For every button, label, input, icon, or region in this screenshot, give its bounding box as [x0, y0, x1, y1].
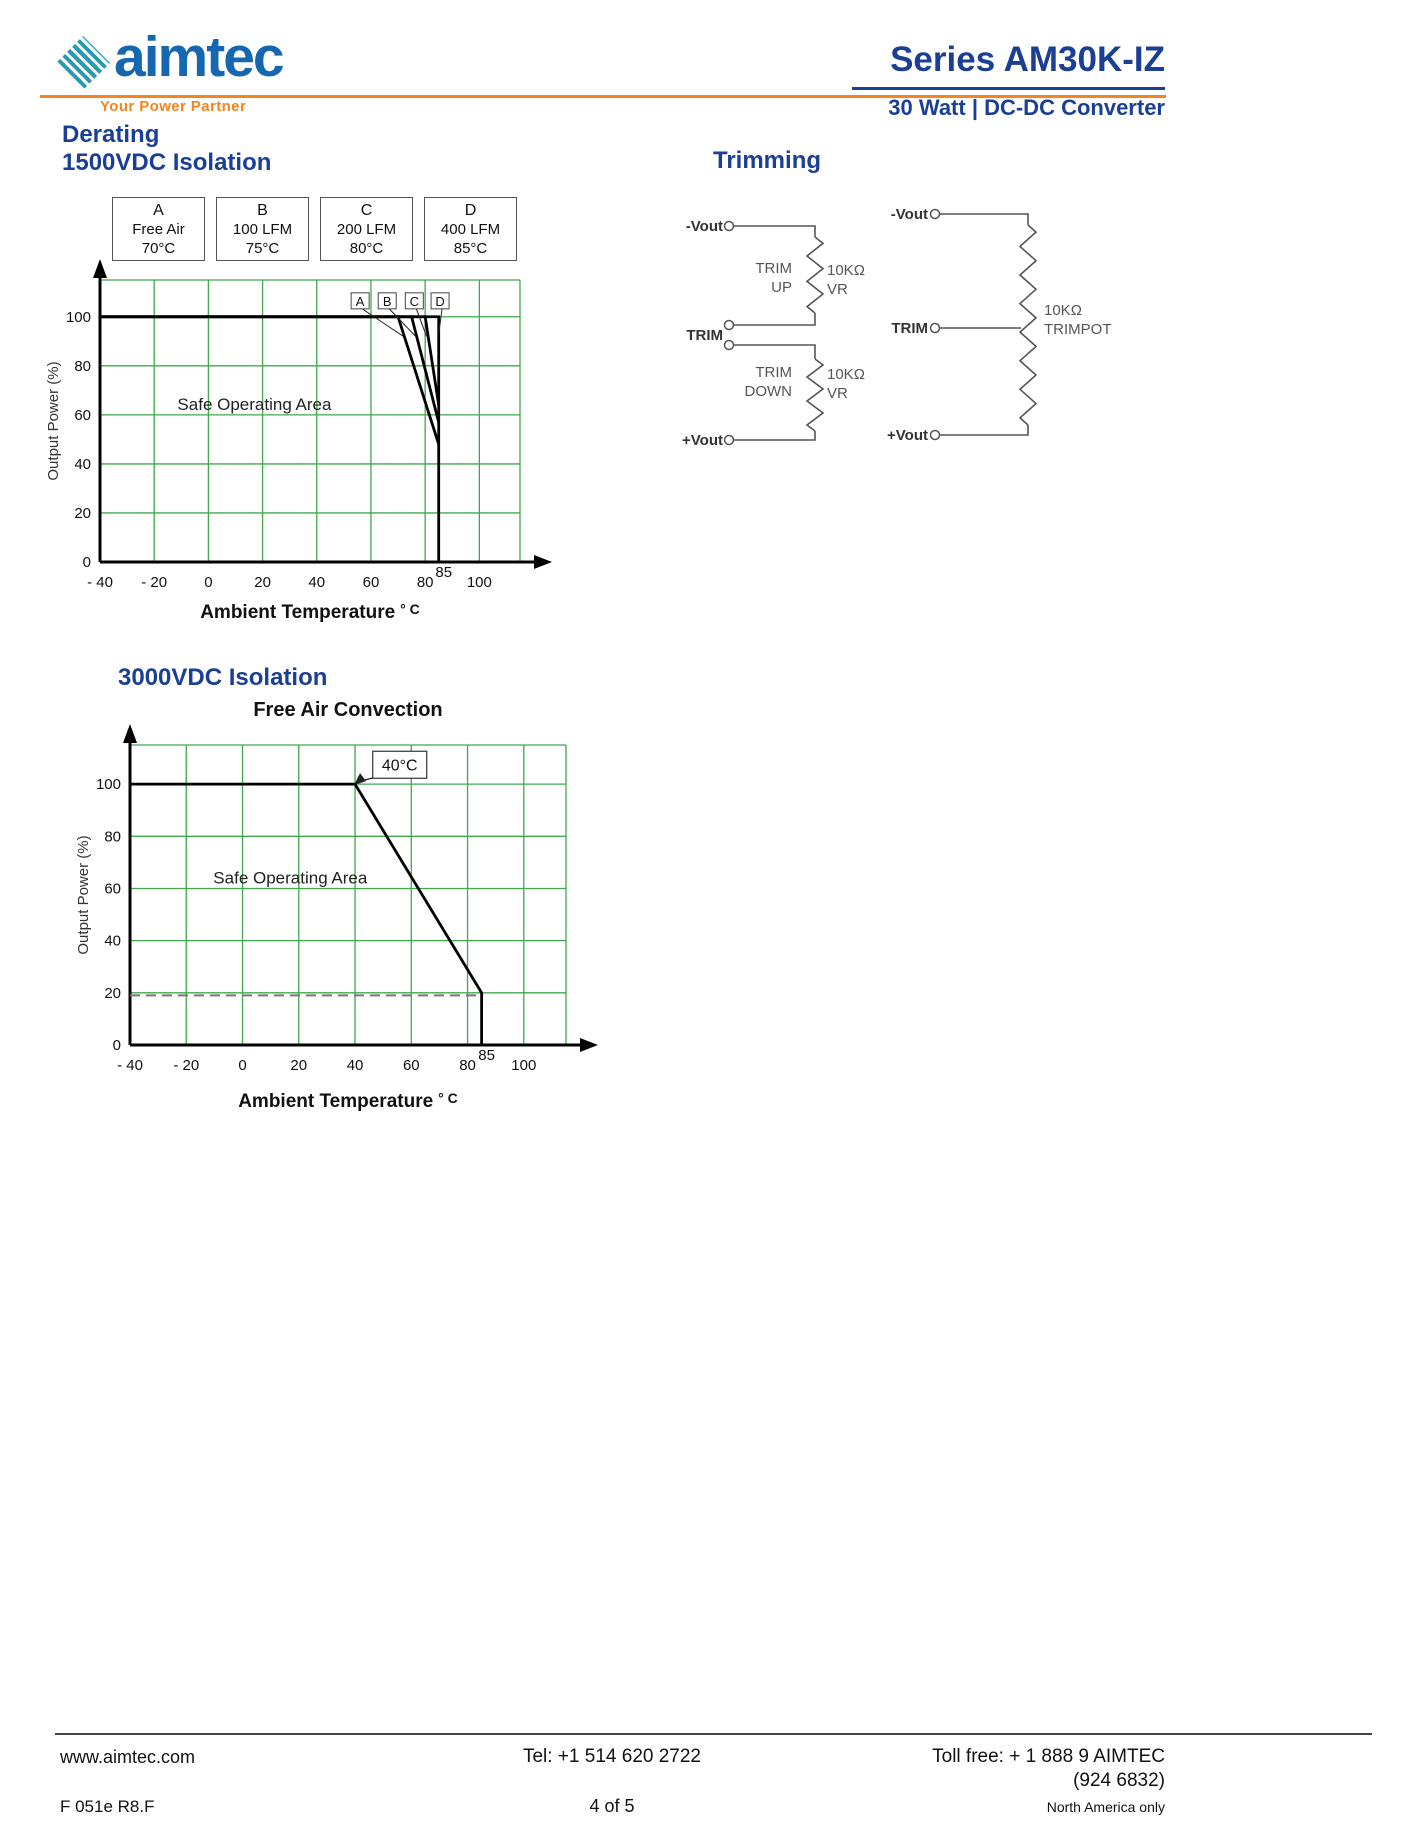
- svg-text:+Vout: +Vout: [887, 427, 928, 444]
- svg-text:80: 80: [416, 574, 434, 591]
- x-axis-label: Ambient Temperature: [200, 602, 396, 623]
- svg-text:40: 40: [308, 574, 326, 591]
- svg-text:20: 20: [74, 504, 91, 522]
- svg-text:DOWN: DOWN: [744, 383, 792, 400]
- legend-temp: 75°C: [245, 240, 280, 257]
- x-axis-unit: ° C: [400, 601, 420, 617]
- legend-temp: 80°C: [349, 240, 384, 257]
- svg-text:TRIM: TRIM: [755, 260, 792, 277]
- legend-temp: 70°C: [141, 240, 176, 257]
- svg-text:C: C: [409, 293, 420, 309]
- footer-doc-number: F 051e R8.F: [60, 1797, 155, 1816]
- trimming-diagrams: [660, 195, 1180, 470]
- legend-key: C: [360, 202, 373, 219]
- aimtec-logo-text: aimtec: [114, 25, 283, 89]
- svg-text:20: 20: [290, 1057, 308, 1074]
- x-axis-label: Ambient Temperature: [238, 1091, 434, 1112]
- svg-text:80: 80: [104, 828, 121, 846]
- svg-text:-Vout: -Vout: [890, 206, 928, 223]
- svg-text:40: 40: [346, 1057, 364, 1074]
- header-blue-rule: [852, 87, 1165, 90]
- header-subtitle: 30 Watt | DC-DC Converter: [888, 95, 1165, 120]
- x-axis-unit: ° C: [438, 1090, 458, 1106]
- svg-text:UP: UP: [771, 279, 792, 296]
- svg-text:- 40: - 40: [117, 1057, 143, 1074]
- svg-text:40°C: 40°C: [381, 757, 418, 775]
- svg-text:60: 60: [104, 880, 121, 898]
- svg-text:60: 60: [402, 1057, 420, 1074]
- svg-text:100: 100: [95, 776, 121, 794]
- svg-text:60: 60: [362, 574, 380, 591]
- svg-text:A: A: [355, 293, 365, 309]
- svg-text:20: 20: [104, 984, 121, 1002]
- iso3000-heading: 3000VDC Isolation: [118, 664, 328, 691]
- svg-text:+Vout: +Vout: [682, 432, 723, 449]
- svg-text:40: 40: [104, 932, 121, 950]
- svg-text:40: 40: [74, 455, 91, 473]
- svg-text:TRIMPOT: TRIMPOT: [1044, 321, 1112, 338]
- svg-text:VR: VR: [827, 281, 848, 298]
- derating-heading: Derating: [62, 121, 160, 148]
- chart2-title: Free Air Convection: [253, 699, 443, 721]
- legend-key: D: [464, 202, 477, 219]
- series-title: Series AM30K-IZ: [890, 40, 1165, 79]
- svg-text:100: 100: [511, 1057, 537, 1074]
- svg-text:TRIM: TRIM: [891, 320, 928, 337]
- svg-text:-Vout: -Vout: [685, 218, 723, 235]
- svg-text:100: 100: [466, 574, 492, 591]
- svg-text:VR: VR: [827, 385, 848, 402]
- svg-text:10KΩ: 10KΩ: [827, 262, 865, 279]
- svg-text:80: 80: [74, 357, 91, 375]
- svg-text:- 20: - 20: [173, 1057, 200, 1074]
- footer-page-number: 4 of 5: [589, 1796, 635, 1816]
- svg-text:85: 85: [435, 564, 453, 581]
- svg-text:Safe Operating Area: Safe Operating Area: [177, 394, 332, 414]
- chart1-x-axis-title: [140, 601, 480, 624]
- footer-tollfree: Toll free: + 1 888 9 AIMTEC: [932, 1746, 1165, 1767]
- legend-airflow: 400 LFM: [440, 221, 501, 238]
- svg-text:100: 100: [65, 308, 91, 326]
- legend-temp: 85°C: [453, 240, 488, 257]
- svg-text:10KΩ: 10KΩ: [827, 366, 865, 383]
- svg-text:D: D: [435, 293, 445, 309]
- footer-region-note: North America only: [1046, 1799, 1165, 1815]
- svg-text:Output Power (%): Output Power (%): [45, 361, 62, 481]
- trimming-heading: Trimming: [713, 147, 822, 174]
- svg-text:0: 0: [204, 574, 213, 591]
- legend-airflow: Free Air: [132, 221, 185, 238]
- svg-text:- 20: - 20: [141, 574, 168, 591]
- derating-chart-1500vdc: [42, 248, 607, 600]
- footer-telephone: Tel: +1 514 620 2722: [522, 1746, 701, 1767]
- svg-text:10KΩ: 10KΩ: [1044, 302, 1082, 319]
- footer-rule: [55, 1733, 1372, 1735]
- svg-text:B: B: [382, 293, 392, 309]
- aimtec-logo-icon: [56, 36, 110, 90]
- footer-website: www.aimtec.com: [60, 1747, 196, 1767]
- logo-tagline: Your Power Partner: [100, 98, 247, 115]
- svg-text:Safe Operating Area: Safe Operating Area: [213, 868, 368, 888]
- svg-text:0: 0: [112, 1037, 121, 1054]
- chart2-x-axis-title: [178, 1090, 518, 1113]
- svg-text:TRIM: TRIM: [686, 327, 723, 344]
- svg-text:Output Power (%): Output Power (%): [75, 835, 92, 955]
- svg-text:0: 0: [238, 1057, 247, 1074]
- svg-text:0: 0: [82, 554, 91, 571]
- svg-text:80: 80: [459, 1057, 476, 1074]
- svg-text:85: 85: [478, 1047, 495, 1064]
- legend-airflow: 100 LFM: [232, 221, 293, 238]
- svg-text:- 40: - 40: [87, 574, 113, 591]
- iso1500-heading: 1500VDC Isolation: [62, 149, 272, 176]
- footer-tollfree-number: (924 6832): [1073, 1770, 1165, 1791]
- legend-airflow: 200 LFM: [336, 221, 397, 238]
- svg-text:20: 20: [254, 574, 271, 591]
- legend-key: A: [153, 202, 164, 219]
- derating-chart-3000vdc: [60, 715, 672, 1090]
- svg-text:60: 60: [74, 406, 91, 424]
- svg-text:TRIM: TRIM: [755, 364, 792, 381]
- legend-key: B: [257, 202, 268, 219]
